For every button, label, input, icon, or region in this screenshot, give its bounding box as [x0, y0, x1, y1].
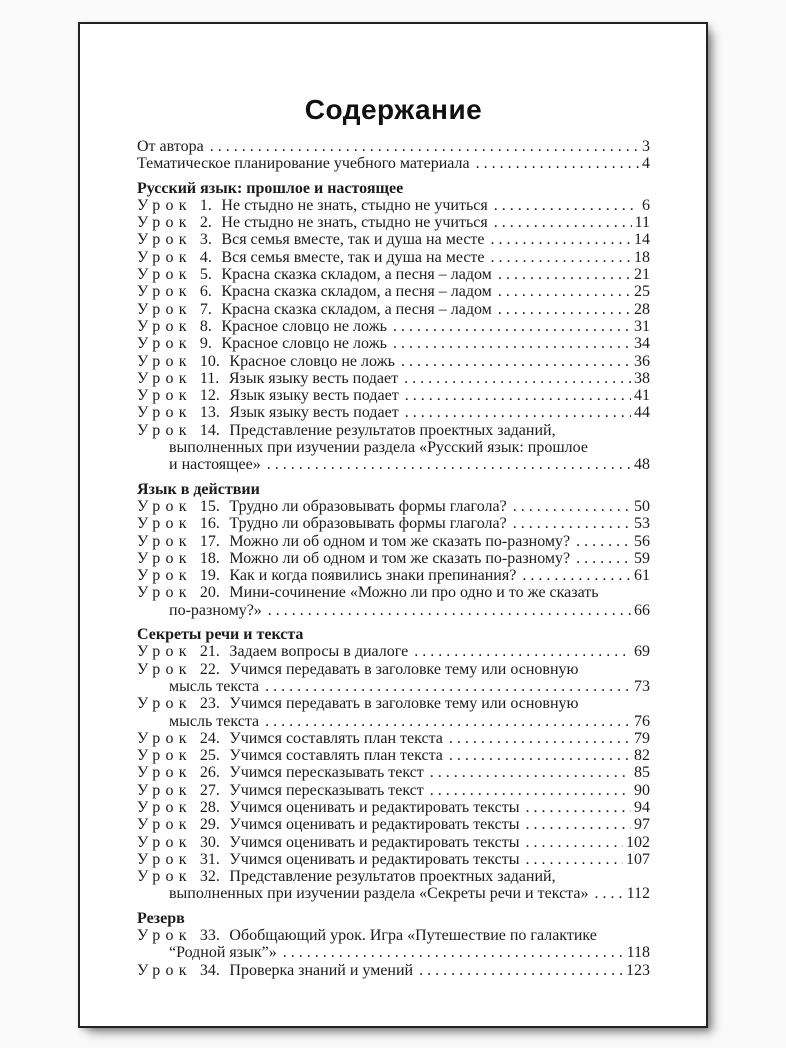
entry-text: Учимся оценивать и редактировать тексты	[229, 816, 520, 834]
toc-entry	[137, 335, 650, 352]
lesson-number: 3.	[199, 231, 212, 249]
entry-text: От автора	[137, 138, 204, 155]
page-number: 41	[634, 387, 650, 405]
lesson-label: Урок	[137, 515, 192, 533]
lesson-number: 17.	[199, 532, 220, 550]
dot-leader	[498, 266, 631, 283]
entry-text: Не стыдно не знать, стыдно не учиться	[221, 196, 488, 214]
entry-text: по-разному?»	[169, 601, 262, 619]
dot-leader	[265, 678, 631, 695]
entry-text: Язык языку весть подает	[229, 404, 399, 422]
dot-leader	[491, 249, 631, 266]
dot-leader	[491, 231, 631, 248]
lesson-label: Урок	[137, 695, 192, 713]
lesson-number: 22.	[199, 660, 220, 678]
entry-text: выполненных при изучении раздела «Русский язык: прошлое	[169, 439, 588, 457]
entry-text: Как и когда появились знаки препинания?	[229, 567, 517, 585]
entry-text: Обобщающий урок. Игра «Путешествие по галактике	[229, 927, 597, 945]
lesson-number: 14.	[199, 421, 220, 439]
lesson-number: 25.	[199, 747, 220, 765]
front-matter-entry	[137, 138, 650, 155]
page-number: 36	[634, 352, 650, 370]
dot-leader	[494, 197, 639, 214]
toc-line	[137, 962, 650, 979]
toc-entry	[137, 214, 650, 231]
entry-text: Тематическое планирование учебного материала	[137, 155, 470, 173]
entry-text: Красна сказка складом, а песня – ладом	[221, 300, 492, 318]
lesson-label: Урок	[137, 387, 192, 405]
toc-line	[137, 138, 650, 155]
page-number: 123	[626, 961, 650, 979]
toc-entry	[137, 834, 650, 851]
lesson-label: Урок	[137, 927, 192, 945]
toc-line	[137, 353, 650, 370]
page-number: 50	[634, 497, 650, 515]
lesson-number: 12.	[199, 387, 220, 405]
page-number: 56	[634, 532, 650, 550]
lesson-number: 26.	[199, 764, 220, 782]
entry-text: Учимся пересказывать текст	[229, 764, 424, 782]
toc-entry	[137, 851, 650, 868]
entry-text: выполненных при изучении раздела «Секреты речи и текста»	[169, 885, 589, 903]
toc-entry	[137, 249, 650, 266]
toc-line	[137, 661, 650, 678]
toc-line	[137, 335, 650, 352]
page-number: 14	[634, 231, 650, 249]
toc-line	[137, 456, 650, 473]
lesson-label: Урок	[137, 549, 192, 567]
dot-leader	[494, 214, 632, 231]
dot-leader	[594, 885, 623, 902]
lesson-number: 32.	[199, 868, 220, 886]
toc-entry	[137, 747, 650, 764]
toc-entry	[137, 404, 650, 421]
entry-text: Красна сказка складом, а песня – ладом	[221, 266, 492, 284]
entry-text: Можно ли об одном и том же сказать по-разному?	[229, 549, 571, 567]
toc-line	[137, 197, 650, 214]
toc-line	[137, 231, 650, 248]
page-number: 61	[634, 567, 650, 585]
lesson-label: Урок	[137, 532, 192, 550]
lesson-number: 18.	[199, 549, 220, 567]
entry-text: Язык языку весть подает	[229, 387, 399, 405]
toc-entry	[137, 962, 650, 979]
entry-text: Не стыдно не знать, стыдно не учиться	[221, 214, 488, 232]
lesson-label: Урок	[137, 497, 192, 515]
page-number: 94	[634, 798, 650, 816]
entry-text: Трудно ли образовывать формы глагола?	[229, 497, 507, 515]
lesson-number: 13.	[199, 404, 220, 422]
lesson-number: 33.	[199, 927, 220, 945]
dot-leader	[526, 816, 632, 833]
dot-leader	[498, 283, 631, 300]
page-number: 6	[642, 196, 650, 214]
page-number: 53	[634, 515, 650, 533]
toc-line	[137, 155, 650, 172]
toc-line	[137, 370, 650, 387]
lesson-label: Урок	[137, 300, 192, 318]
entry-text: Трудно ли образовывать формы глагола?	[229, 515, 507, 533]
page-number: 107	[626, 850, 650, 868]
lesson-label: Урок	[137, 231, 192, 249]
lesson-label: Урок	[137, 421, 192, 439]
toc-entry	[137, 868, 650, 903]
toc-entry	[137, 515, 650, 532]
toc-line	[137, 584, 650, 601]
dot-leader	[498, 301, 631, 318]
toc-entry	[137, 816, 650, 833]
toc-line	[137, 550, 650, 567]
dot-leader	[401, 353, 631, 370]
toc-entry	[137, 730, 650, 747]
entry-text: Мини-сочинение «Можно ли про одно и то же сказать	[229, 584, 599, 602]
lesson-number: 4.	[199, 248, 212, 266]
entry-text: мысль текста	[169, 677, 260, 695]
entry-text: Язык языку весть подает	[228, 369, 399, 387]
toc-line	[137, 318, 650, 335]
toc-line	[137, 439, 650, 456]
toc-line	[137, 885, 650, 902]
lesson-number: 7.	[199, 300, 212, 318]
toc-entry	[137, 266, 650, 283]
toc-entry	[137, 353, 650, 370]
toc-line	[137, 602, 650, 619]
lesson-number: 9.	[199, 335, 212, 353]
page-number: 97	[634, 816, 650, 834]
lesson-number: 24.	[199, 729, 220, 747]
entry-text: Красное словцо не ложь	[221, 335, 387, 353]
dot-leader	[210, 138, 639, 155]
entry-text: Красна сказка складом, а песня – ладом	[221, 283, 492, 301]
toc-entry	[137, 695, 650, 730]
entry-text: Учимся пересказывать текст	[229, 781, 424, 799]
toc-line	[137, 533, 650, 550]
toc-entry	[137, 567, 650, 584]
page-number: 112	[626, 885, 650, 903]
page-number: 44	[634, 404, 650, 422]
dot-leader	[430, 782, 631, 799]
toc-entry	[137, 661, 650, 696]
lesson-number: 2.	[199, 214, 212, 232]
page-number: 82	[634, 747, 650, 765]
page-number: 76	[634, 712, 650, 730]
lesson-label: Урок	[137, 747, 192, 765]
toc-entry	[137, 643, 650, 660]
toc-line	[137, 868, 650, 885]
page-number: 79	[634, 729, 650, 747]
entry-text: Проверка знаний и умений	[229, 961, 414, 979]
lesson-label: Урок	[137, 404, 192, 422]
lesson-number: 16.	[199, 515, 220, 533]
toc-entry	[137, 927, 650, 962]
lesson-number: 10.	[199, 352, 220, 370]
toc-line	[137, 782, 650, 799]
toc-line	[137, 851, 650, 868]
lesson-label: Урок	[137, 868, 192, 886]
toc-line	[137, 387, 650, 404]
entry-text: Красное словцо не ложь	[229, 352, 395, 370]
entry-text: Учимся составлять план текста	[229, 729, 443, 747]
page-number: 85	[634, 764, 650, 782]
dot-leader	[267, 456, 631, 473]
lesson-number: 23.	[199, 695, 220, 713]
lesson-label: Урок	[137, 781, 192, 799]
lesson-label: Урок	[137, 369, 192, 387]
page-number: 38	[634, 369, 650, 387]
page-number: 48	[634, 456, 650, 474]
toc-line	[137, 515, 650, 532]
toc-line	[137, 301, 650, 318]
dot-leader	[265, 713, 631, 730]
lesson-number: 29.	[199, 816, 220, 834]
toc-line	[137, 214, 650, 231]
lesson-label: Урок	[137, 798, 192, 816]
lesson-label: Урок	[137, 352, 192, 370]
lesson-label: Урок	[137, 317, 192, 335]
toc-entry	[137, 387, 650, 404]
toc-line	[137, 567, 650, 584]
book-page	[78, 22, 708, 1028]
entry-text: Представление результатов проектных заданий,	[229, 868, 556, 886]
dot-leader	[268, 602, 631, 619]
toc-entry	[137, 799, 650, 816]
page-number: 69	[634, 643, 650, 661]
dot-leader	[405, 404, 631, 421]
lesson-label: Урок	[137, 729, 192, 747]
dot-leader	[513, 498, 631, 515]
toc-line	[137, 799, 650, 816]
lesson-label: Урок	[137, 660, 192, 678]
lesson-number: 31.	[199, 850, 220, 868]
page-number: 21	[634, 266, 650, 284]
page-number: 25	[634, 283, 650, 301]
toc-title: Содержание	[304, 94, 483, 125]
toc-line	[137, 695, 650, 712]
section-heading: Секреты речи и текста	[137, 626, 304, 644]
lesson-number: 28.	[199, 798, 220, 816]
lesson-label: Урок	[137, 266, 192, 284]
front-matter-entry	[137, 155, 650, 172]
dot-leader	[283, 944, 624, 961]
toc-line	[137, 249, 650, 266]
toc-line	[137, 643, 650, 660]
section-heading: Резерв	[137, 909, 185, 927]
toc-line	[137, 944, 650, 961]
dot-leader	[526, 799, 632, 816]
dot-leader	[513, 515, 631, 532]
toc-entry	[137, 533, 650, 550]
lesson-number: 15.	[199, 497, 220, 515]
toc-entry	[137, 283, 650, 300]
toc-body	[137, 138, 650, 979]
toc-entry	[137, 318, 650, 335]
dot-leader	[404, 370, 631, 387]
dot-leader	[526, 851, 624, 868]
toc-line	[137, 713, 650, 730]
toc-line	[137, 266, 650, 283]
toc-line	[137, 764, 650, 781]
lesson-number: 21.	[199, 643, 220, 661]
entry-text: Учимся оценивать и редактировать тексты	[229, 798, 520, 816]
toc-line	[137, 422, 650, 439]
toc-line	[137, 498, 650, 515]
lesson-number: 5.	[199, 266, 212, 284]
lesson-number: 34.	[199, 961, 220, 979]
entry-text: Красное словцо не ложь	[221, 317, 387, 335]
section-heading: Язык в действии	[137, 480, 260, 498]
dot-leader	[449, 730, 631, 747]
toc-line	[137, 927, 650, 944]
page-number: 31	[634, 317, 650, 335]
entry-text: Можно ли об одном и том же сказать по-разному?	[229, 532, 571, 550]
toc-line	[137, 730, 650, 747]
lesson-label: Урок	[137, 816, 192, 834]
toc-entry	[137, 550, 650, 567]
lesson-label: Урок	[137, 335, 192, 353]
entry-text: Вся семья вместе, так и душа на месте	[221, 248, 485, 266]
page-number: 11	[634, 214, 650, 232]
lesson-label: Урок	[137, 196, 192, 214]
toc-entry	[137, 231, 650, 248]
dot-leader	[522, 567, 631, 584]
dot-leader	[405, 387, 631, 404]
dot-leader	[414, 643, 631, 660]
lesson-number: 19.	[199, 567, 220, 585]
dot-leader	[393, 335, 631, 352]
entry-text: Учимся передавать в заголовке тему или основную	[229, 695, 579, 713]
page-number: 4	[642, 155, 650, 173]
page-number: 90	[634, 781, 650, 799]
lesson-label: Урок	[137, 764, 192, 782]
toc-entry	[137, 764, 650, 781]
dot-leader	[393, 318, 631, 335]
dot-leader	[419, 962, 623, 979]
entry-text: и настоящее»	[169, 456, 261, 474]
page-number: 28	[634, 300, 650, 318]
lesson-label: Урок	[137, 584, 192, 602]
entry-text: “Родной язык”»	[169, 944, 277, 962]
lesson-number: 6.	[199, 283, 212, 301]
lesson-label: Урок	[137, 214, 192, 232]
toc-entry	[137, 782, 650, 799]
page-number: 102	[626, 833, 650, 851]
page-number: 18	[634, 248, 650, 266]
dot-leader	[449, 747, 631, 764]
page-number: 3	[642, 138, 650, 155]
dot-leader	[476, 155, 639, 172]
lesson-label: Урок	[137, 248, 192, 266]
toc-line	[137, 816, 650, 833]
toc-line	[137, 404, 650, 421]
lesson-number: 1.	[199, 196, 212, 214]
lesson-label: Урок	[137, 850, 192, 868]
lesson-number: 11.	[199, 369, 220, 387]
toc-line	[137, 747, 650, 764]
toc-entry	[137, 498, 650, 515]
lesson-label: Урок	[137, 283, 192, 301]
lesson-number: 20.	[199, 584, 220, 602]
page-number: 73	[634, 677, 650, 695]
page-number: 34	[634, 335, 650, 353]
lesson-number: 8.	[199, 317, 212, 335]
toc-line	[137, 834, 650, 851]
entry-text: Представление результатов проектных заданий,	[229, 421, 556, 439]
page-number: 66	[634, 601, 650, 619]
page-number: 59	[634, 549, 650, 567]
entry-text: Учимся оценивать и редактировать тексты	[229, 833, 520, 851]
lesson-label: Урок	[137, 643, 192, 661]
entry-text: Учимся составлять план текста	[229, 747, 443, 765]
toc-line	[137, 283, 650, 300]
lesson-label: Урок	[137, 961, 192, 979]
lesson-label: Урок	[137, 567, 192, 585]
entry-text: мысль текста	[169, 712, 260, 730]
toc-entry	[137, 301, 650, 318]
toc-entry	[137, 422, 650, 474]
toc-entry	[137, 584, 650, 619]
entry-text: Учимся оценивать и редактировать тексты	[229, 850, 520, 868]
lesson-number: 27.	[199, 781, 220, 799]
entry-text: Учимся передавать в заголовке тему или основную	[229, 660, 579, 678]
toc-line	[137, 678, 650, 695]
dot-leader	[526, 834, 624, 851]
toc-entry	[137, 197, 650, 214]
section-heading: Русский язык: прошлое и настоящее	[137, 179, 404, 197]
page-number: 118	[626, 944, 650, 962]
lesson-label: Урок	[137, 833, 192, 851]
dot-leader	[576, 550, 631, 567]
dot-leader	[576, 533, 631, 550]
entry-text: Вся семья вместе, так и душа на месте	[221, 231, 485, 249]
lesson-number: 30.	[199, 833, 220, 851]
dot-leader	[430, 764, 631, 781]
toc-entry	[137, 370, 650, 387]
entry-text: Задаем вопросы в диалоге	[229, 643, 409, 661]
